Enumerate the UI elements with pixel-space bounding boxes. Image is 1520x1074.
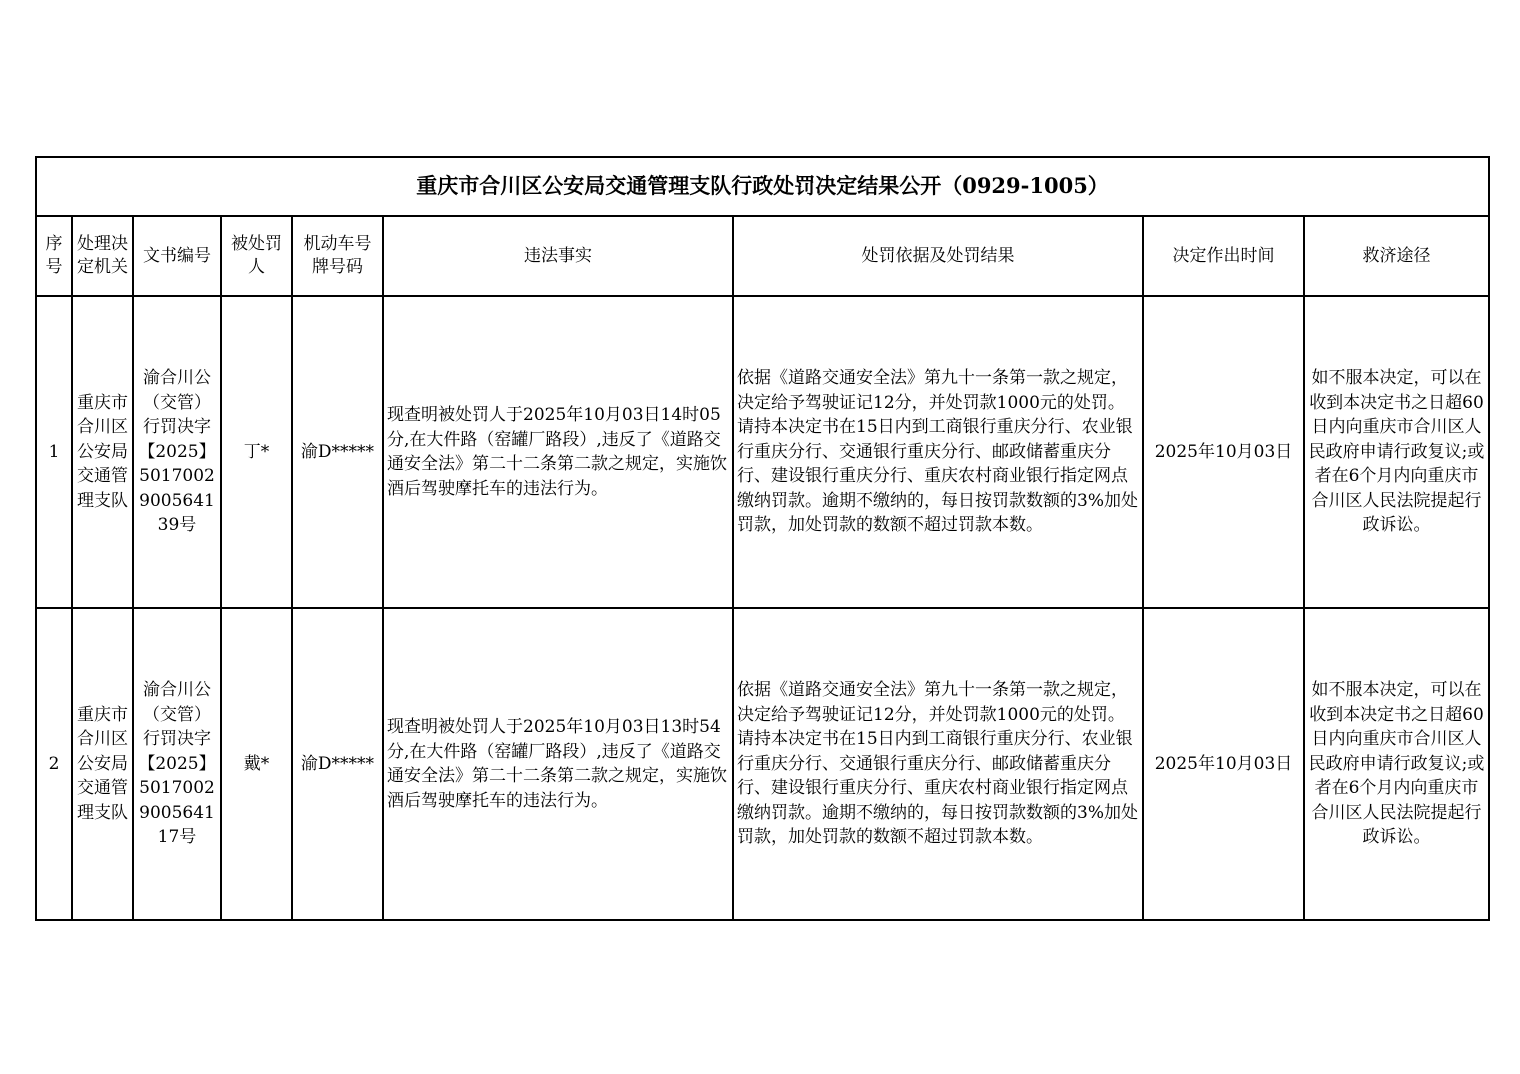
cell-seq: 1 bbox=[36, 296, 72, 608]
cell-basis: 依据《道路交通安全法》第九十一条第一款之规定，决定给予驾驶证记12分，并处罚款1000元的处罚。请持本决定书在15日内到工商银行重庆分行、农业银行重庆分行、交通银行重庆分行、邮政储蓄重庆分行、建设银行重庆分行、重庆农村商业银行指定网点缴纳罚款。逾期不缴纳的，每日按罚款数额的3%加处罚款，加处罚款的数额不超过罚款本数。 bbox=[733, 296, 1143, 608]
cell-plate: 渝D***** bbox=[292, 608, 383, 920]
cell-doc-no: 渝合川公（交管）行罚决字【2025】5017002900564139号 bbox=[133, 296, 221, 608]
cell-remedy: 如不服本决定，可以在收到本决定书之日超60日内向重庆市合川区人民政府申请行政复议;或者在6个月内向重庆市合川区人民法院提起行政诉讼。 bbox=[1304, 296, 1489, 608]
cell-fact: 现查明被处罚人于2025年10月03日13时54分,在大件路（窑罐厂路段）,违反了《道路交通安全法》第二十二条第二款之规定，实施饮酒后驾驶摩托车的违法行为。 bbox=[383, 608, 733, 920]
cell-person: 戴* bbox=[221, 608, 292, 920]
cell-plate: 渝D***** bbox=[292, 296, 383, 608]
cell-person: 丁* bbox=[221, 296, 292, 608]
header-authority: 处理决定机关 bbox=[72, 216, 133, 296]
cell-remedy: 如不服本决定，可以在收到本决定书之日超60日内向重庆市合川区人民政府申请行政复议;或者在6个月内向重庆市合川区人民法院提起行政诉讼。 bbox=[1304, 608, 1489, 920]
title-row bbox=[36, 157, 1489, 216]
header-fact: 违法事实 bbox=[383, 216, 733, 296]
table-row bbox=[36, 608, 1489, 920]
header-remedy: 救济途径 bbox=[1304, 216, 1489, 296]
cell-basis: 依据《道路交通安全法》第九十一条第一款之规定，决定给予驾驶证记12分，并处罚款1000元的处罚。请持本决定书在15日内到工商银行重庆分行、农业银行重庆分行、交通银行重庆分行、邮政储蓄重庆分行、建设银行重庆分行、重庆农村商业银行指定网点缴纳罚款。逾期不缴纳的，每日按罚款数额的3%加处罚款，加处罚款的数额不超过罚款本数。 bbox=[733, 608, 1143, 920]
header-row bbox=[36, 216, 1489, 296]
cell-doc-no: 渝合川公（交管）行罚决字【2025】5017002900564117号 bbox=[133, 608, 221, 920]
header-person: 被处罚人 bbox=[221, 216, 292, 296]
cell-authority: 重庆市合川区公安局交通管理支队 bbox=[72, 608, 133, 920]
header-plate: 机动车号牌号码 bbox=[292, 216, 383, 296]
cell-authority: 重庆市合川区公安局交通管理支队 bbox=[72, 296, 133, 608]
penalty-table bbox=[35, 156, 1490, 921]
header-doc-no: 文书编号 bbox=[133, 216, 221, 296]
header-seq: 序号 bbox=[36, 216, 72, 296]
header-date: 决定作出时间 bbox=[1143, 216, 1304, 296]
page-title: 重庆市合川区公安局交通管理支队行政处罚决定结果公开（0929-1005） bbox=[36, 157, 1489, 216]
cell-fact: 现查明被处罚人于2025年10月03日14时05分,在大件路（窑罐厂路段）,违反了《道路交通安全法》第二十二条第二款之规定，实施饮酒后驾驶摩托车的违法行为。 bbox=[383, 296, 733, 608]
header-basis: 处罚依据及处罚结果 bbox=[733, 216, 1143, 296]
cell-date: 2025年10月03日 bbox=[1143, 608, 1304, 920]
cell-date: 2025年10月03日 bbox=[1143, 296, 1304, 608]
table-row bbox=[36, 296, 1489, 608]
cell-seq: 2 bbox=[36, 608, 72, 920]
